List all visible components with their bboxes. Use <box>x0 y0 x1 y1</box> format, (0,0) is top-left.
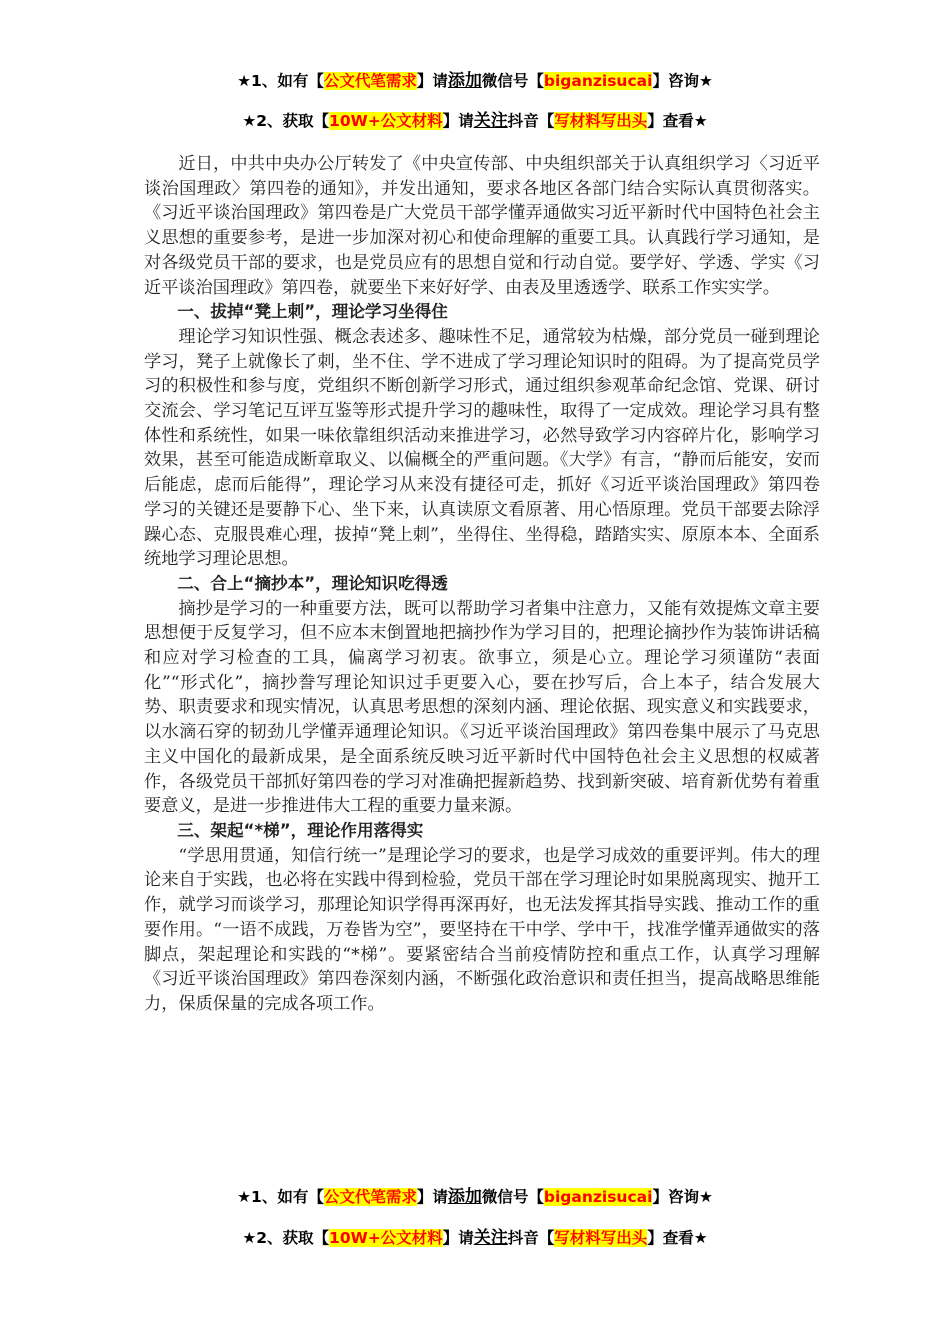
banner-underlined: 关注 <box>473 111 508 131</box>
section-paragraph-1: 理论学习知识性强、概念表述多、趣味性不足，通常较为枯燥，部分党员一碰到理论学习，凳子上就像长了刺，坐不住、学不进成了学习理论知识时的阻碍。为了提高党员学习的积极性和参与度，党组织不断创新学习形式，通过组织参观革命纪念馆、党课、研讨交流会、学习笔记互评互鉴等形式提升学习的趣味性，取得了一定成效。理论学习具有整体性和系统性，如果一味依靠组织活动来推进学习，必然导致学习内容碎片化，影响学习效果，甚至可能造成断章取义、以偏概全的严重问题。《大学》有言，“静而后能安，安而后能虑，虑而后能得”，理论学习从来没有捷径可走，抓好《习近平谈治国理政》第四卷学习的关键还是要静下心、坐下来，认真读原文看原著、用心悟原理。党员干部要去除浮躁心态、克服畏难心理，拔掉“凳上刺”，坐得住、坐得稳，踏踏实实、原原本本、全面系统地学习理论思想。 <box>144 326 820 570</box>
banner-highlight: 写材料写出头 <box>554 112 648 130</box>
banner-text: ★2、获取【 <box>242 1229 330 1247</box>
banner-text: 微信号【 <box>481 72 544 90</box>
banner-text: ★1、如有【 <box>237 72 324 90</box>
banner-underlined: 关注 <box>473 1228 508 1248</box>
banner-top-line-1 <box>0 70 950 92</box>
banner-underlined: 添加 <box>447 1187 482 1207</box>
section-paragraph-2: 摘抄是学习的一种重要方法，既可以帮助学习者集中注意力，又能有效提炼文章主要思想便于反复学习，但不应本末倒置地把摘抄作为学习目的，把理论摘抄作为装饰讲话稿和应对学习检查的工具，偏离学习初衷。欲事立，须是心立。理论学习须谨防“表面化”“形式化”，摘抄誊写理论知识过手更要入心，要在抄写后，合上本子，结合发展大势、职责要求和现实情况，认真思考思想的深刻内涵、理论依据、现实意义和实践要求，以水滴石穿的韧劲儿学懂弄通理论知识。《习近平谈治国理政》第四卷集中展示了马克思主义中国化的最新成果，是全面系统反映习近平新时代中国特色社会主义思想的权威著作，各级党员干部抓好第四卷的学习对准确把握新趋势、找到新突破、培育新优势有着重要意义，是进一步推进伟大工程的重要力量来源。 <box>144 598 820 817</box>
banner-text: 】咨询★ <box>652 72 713 90</box>
banner-text: 】请 <box>416 1188 448 1206</box>
banner-text: 抖音【 <box>507 112 555 130</box>
banner-text: 】请 <box>416 72 448 90</box>
banner-highlight: biganzisucai <box>543 72 653 90</box>
article-body <box>144 152 820 1017</box>
banner-bottom-line-2 <box>0 1227 950 1249</box>
banner-text: ★2、获取【 <box>242 112 330 130</box>
banner-bottom-line-1 <box>0 1186 950 1208</box>
banner-highlight: 公文代笔需求 <box>323 1188 417 1206</box>
banner-text: 】请 <box>442 1229 474 1247</box>
banner-highlight: 公文代笔需求 <box>323 72 417 90</box>
banner-highlight: 10W+公文材料 <box>329 1229 443 1247</box>
banner-text: ★1、如有【 <box>237 1188 324 1206</box>
section-heading-1: 一、拔掉“凳上刺”，理论学习坐得住 <box>177 302 448 322</box>
banner-text: 抖音【 <box>507 1229 555 1247</box>
banner-highlight: biganzisucai <box>543 1188 653 1206</box>
banner-text: 】查看★ <box>647 1229 708 1247</box>
banner-underlined: 添加 <box>447 71 482 91</box>
banner-top-line-2 <box>0 110 950 132</box>
intro-paragraph: 近日，中共中央办公厅转发了《中央宣传部、中央组织部关于认真组织学习〈习近平谈治国理政〉第四卷的通知》，并发出通知，要求各地区各部门结合实际认真贯彻落实。《习近平谈治国理政》第四卷是广大党员干部学懂弄通做实习近平新时代中国特色社会主义思想的重要参考，是进一步加深对初心和使命理解的重要工具。认真践行学习通知，是对各级党员干部的要求，也是党员应有的思想自觉和行动自觉。要学好、学透、学实《习近平谈治国理政》第四卷，就要坐下来好好学、由表及里透透学、联系工作实实学。 <box>144 154 820 298</box>
banner-text: 】咨询★ <box>652 1188 713 1206</box>
banner-text: 微信号【 <box>481 1188 544 1206</box>
banner-text: 】查看★ <box>647 112 708 130</box>
banner-highlight: 10W+公文材料 <box>329 112 443 130</box>
banner-highlight: 写材料写出头 <box>554 1229 648 1247</box>
section-heading-3: 三、架起“*梯”，理论作用落得实 <box>177 820 424 840</box>
banner-text: 】请 <box>442 112 474 130</box>
section-paragraph-3: “学思用贯通，知信行统一”是理论学习的要求，也是学习成效的重要评判。伟大的理论来自于实践，也必将在实践中得到检验，党员干部在学习理论时如果脱离现实、抛开工作，就学习而谈学习，那理论知识学得再深再好，也无法发挥其指导实践、推动工作的重要作用。“一语不成践，万卷皆为空”，要坚持在干中学、学中干，找准学懂弄通做实的落脚点，架起理论和实践的“*梯”。要紧密结合当前疫情防控和重点工作，认真学习理解《习近平谈治国理政》第四卷深刻内涵，不断强化政治意识和责任担当，提高战略思维能力，保质保量的完成各项工作。 <box>144 845 820 1014</box>
section-heading-2: 二、合上“摘抄本”，理论知识吃得透 <box>177 573 448 593</box>
